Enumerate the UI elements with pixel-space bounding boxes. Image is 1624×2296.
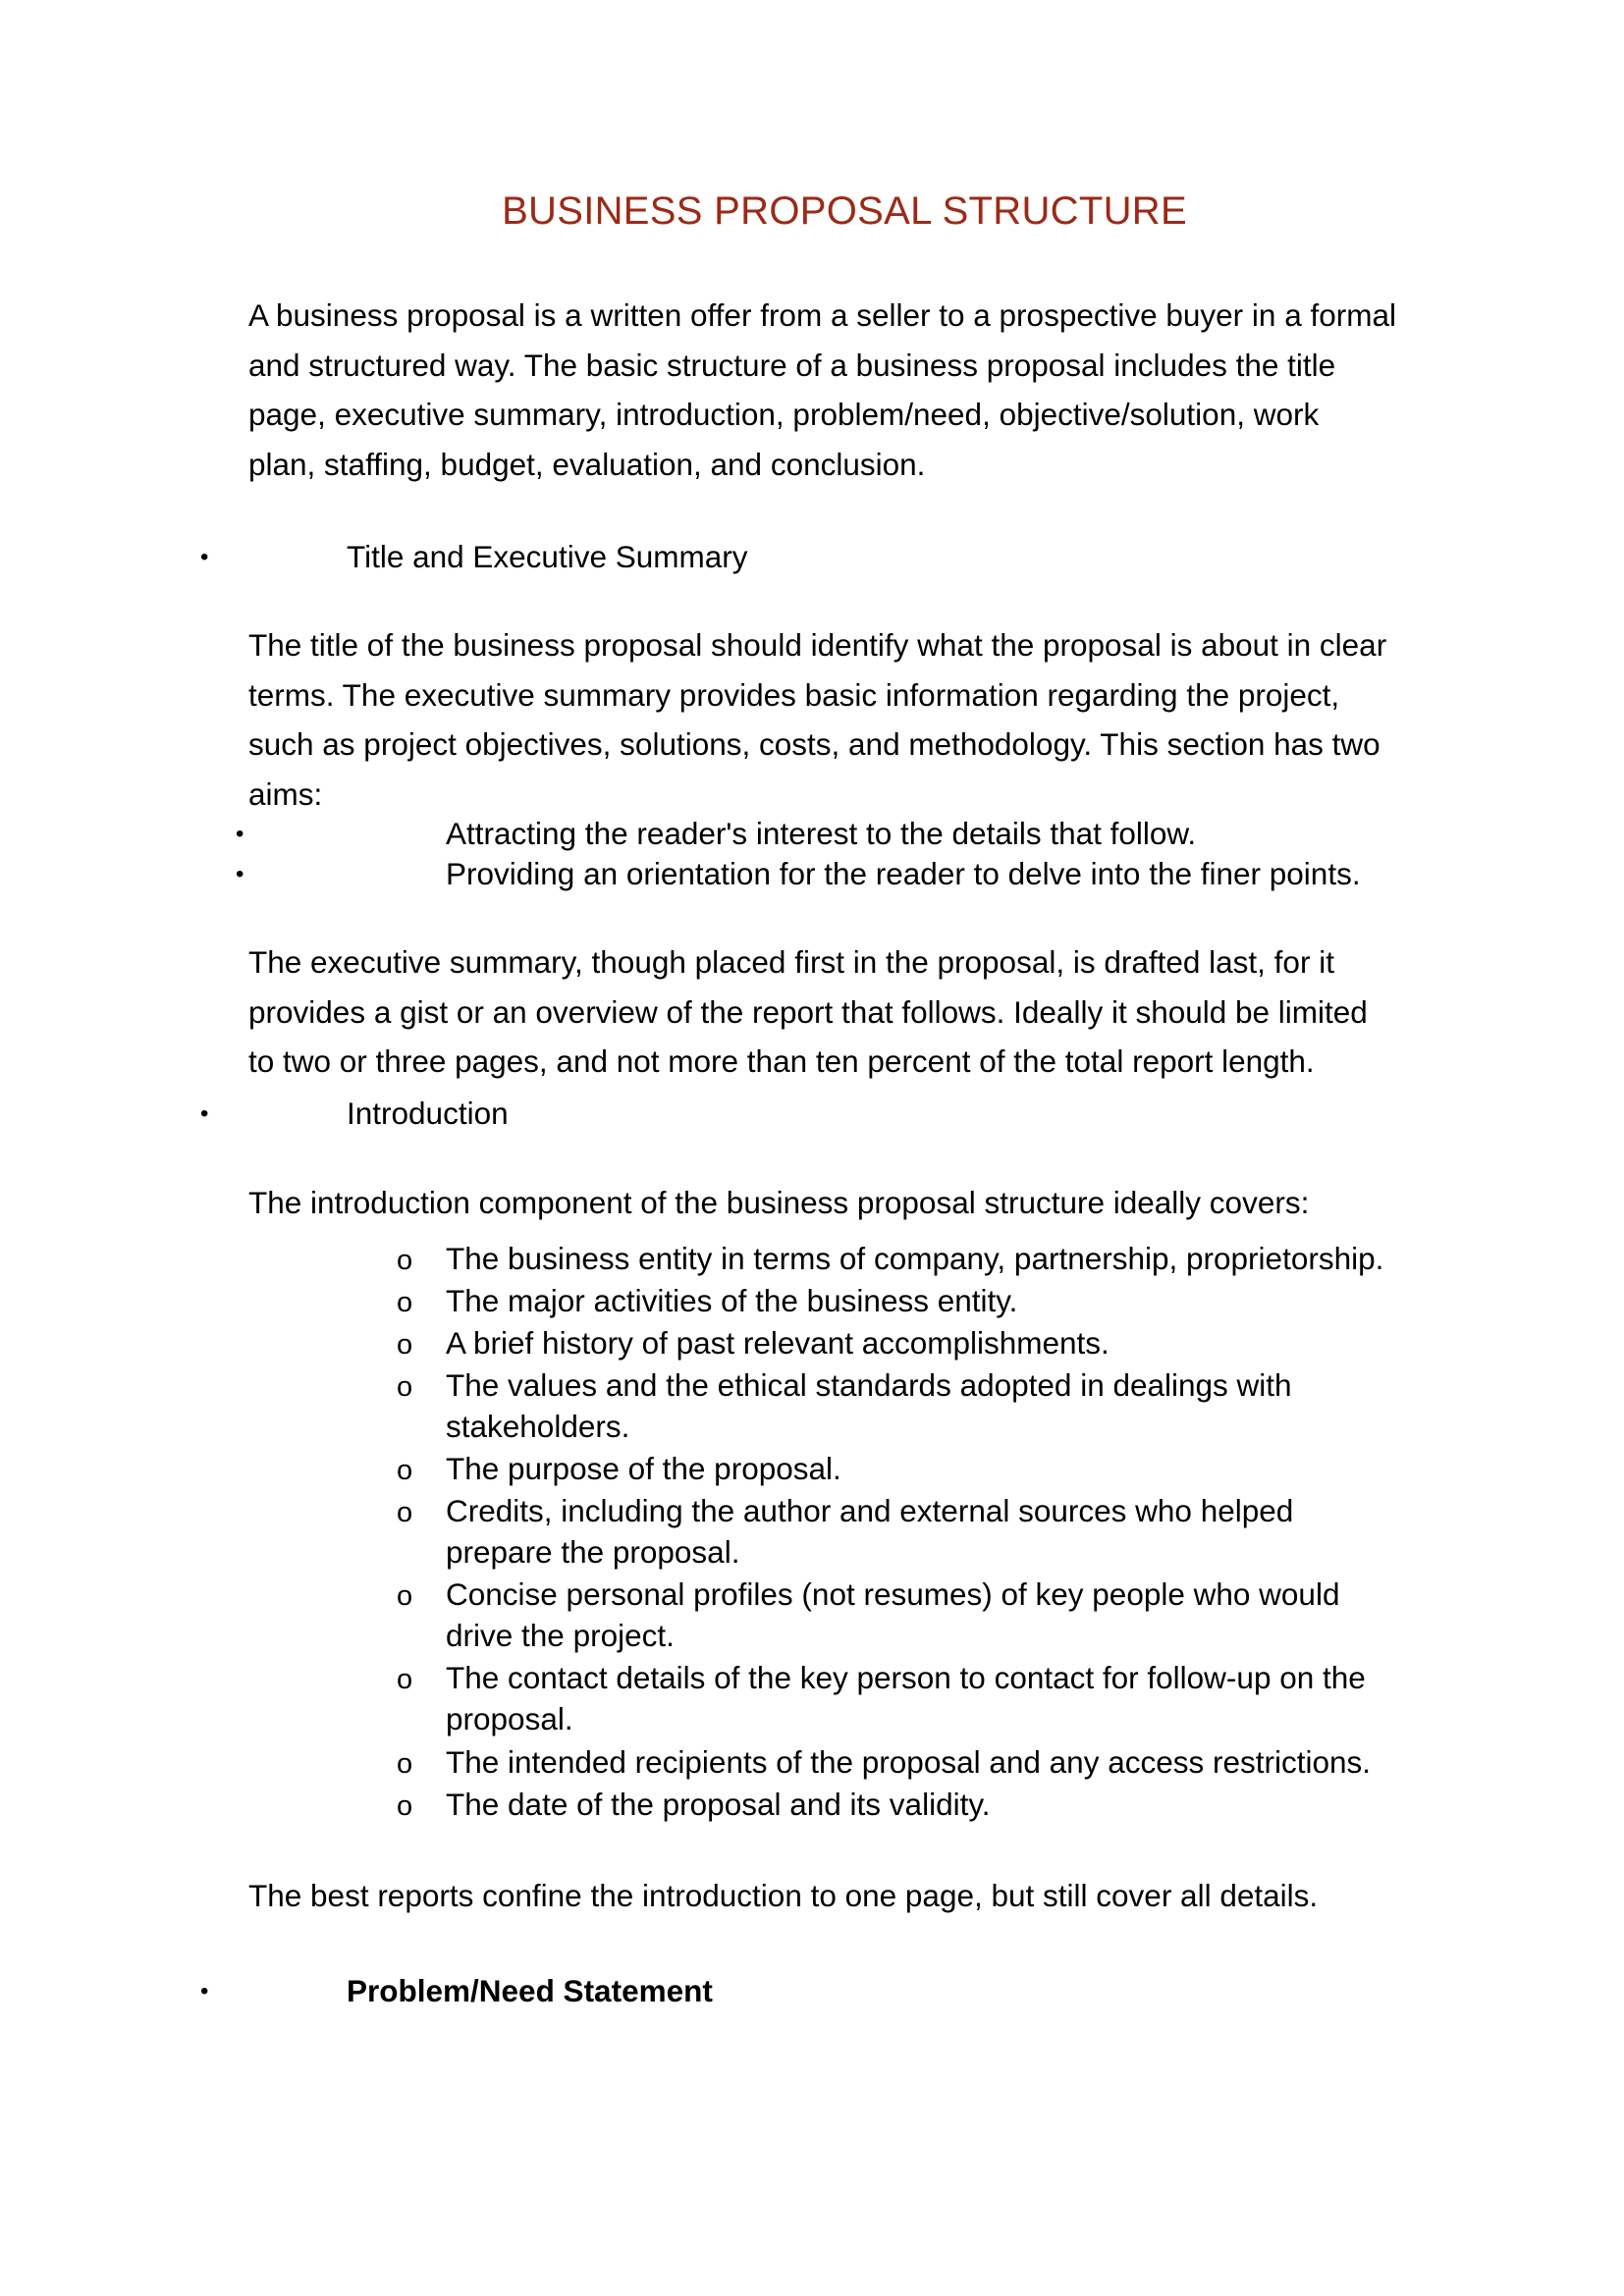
- introduction-paragraph: [248, 1178, 1387, 1228]
- list-item: [446, 1657, 1366, 1739]
- paragraph-line: such as project objectives, solutions, costs, and methodology. This section has two: [248, 726, 1380, 762]
- list-item: [446, 1448, 841, 1489]
- list-item: [446, 1574, 1339, 1656]
- list-item-line: The major activities of the business entity.: [446, 1283, 1018, 1318]
- list-item-line: Credits, including the author and external sources who helped: [446, 1493, 1294, 1528]
- list-marker: o: [397, 1664, 413, 1695]
- list-item: [446, 1784, 991, 1825]
- paragraph-line: page, executive summary, introduction, problem/need, objective/solution, work: [248, 397, 1320, 432]
- list-item: [446, 1280, 1017, 1321]
- list-item-line: drive the project.: [446, 1618, 675, 1653]
- list-marker: o: [397, 1497, 413, 1528]
- executive-summary-closing-paragraph: [248, 937, 1387, 1087]
- list-item-line: The business entity in terms of company, partnership, proprietorship.: [446, 1241, 1384, 1276]
- paragraph-line: The introduction component of the business proposal structure ideally covers:: [248, 1185, 1310, 1220]
- paragraph-line: to two or three pages, and not more than ten percent of the total report length.: [248, 1043, 1315, 1079]
- paragraph-line: provides a gist or an overview of the report that follows. Ideally it should be limited: [248, 993, 1368, 1030]
- section-bullet: •: [200, 1978, 209, 2004]
- paragraph-line: and structured way. The basic structure of a business proposal includes the title: [248, 347, 1336, 383]
- section-bullet: •: [200, 1100, 209, 1127]
- paragraph-line: A business proposal is a written offer from a seller to a prospective buyer in a formal: [248, 297, 1396, 333]
- list-item-line: stakeholders.: [446, 1409, 630, 1444]
- intro-paragraph: [248, 291, 1396, 489]
- list-marker: o: [397, 1748, 413, 1780]
- section-bullet: •: [200, 544, 209, 570]
- list-marker: o: [397, 1455, 413, 1486]
- list-marker: o: [397, 1371, 413, 1403]
- list-item: [446, 1322, 1110, 1363]
- paragraph-line: terms. The executive summary provides basic information regarding the project,: [248, 676, 1340, 713]
- list-item-line: The contact details of the key person to contact for follow-up on the: [446, 1660, 1366, 1695]
- list-item-line: The intended recipients of the proposal and any access restrictions.: [446, 1744, 1372, 1780]
- executive-summary-paragraph: [248, 620, 1387, 819]
- section-heading-introduction: Introduction: [347, 1095, 509, 1131]
- aim-item: Attracting the reader's interest to the details that follow.: [446, 816, 1197, 851]
- list-item: [446, 1238, 1383, 1279]
- paragraph-line: aims:: [248, 775, 323, 812]
- document-title: BUSINESS PROPOSAL STRUCTURE: [502, 189, 1187, 233]
- paragraph-line: The title of the business proposal should identify what the proposal is about in clear: [248, 627, 1387, 663]
- list-marker: o: [397, 1790, 413, 1822]
- section-heading-title-executive-summary: Title and Executive Summary: [347, 539, 748, 574]
- list-marker: o: [397, 1287, 413, 1318]
- list-item-line: prepare the proposal.: [446, 1534, 740, 1570]
- aim-bullet: •: [236, 861, 244, 887]
- introduction-closing-paragraph: [248, 1871, 1387, 1921]
- list-item-line: The date of the proposal and its validity.: [446, 1787, 991, 1822]
- list-item-line: Concise personal profiles (not resumes) of key people who would: [446, 1576, 1340, 1612]
- list-marker: o: [397, 1329, 413, 1361]
- list-item-line: A brief history of past relevant accomplishments.: [446, 1325, 1110, 1361]
- aim-item: Providing an orientation for the reader to delve into the finer points.: [446, 856, 1361, 891]
- list-item-line: The values and the ethical standards adopted in dealings with: [446, 1367, 1292, 1403]
- paragraph-line: The executive summary, though placed first in the proposal, is drafted last, for it: [248, 944, 1334, 980]
- list-item-line: The purpose of the proposal.: [446, 1451, 841, 1486]
- list-marker: o: [397, 1580, 413, 1612]
- paragraph-line: plan, staffing, budget, evaluation, and conclusion.: [248, 446, 926, 482]
- aim-bullet: •: [236, 821, 244, 847]
- list-item: [446, 1741, 1371, 1783]
- list-item: [446, 1490, 1293, 1573]
- list-item-line: proposal.: [446, 1701, 573, 1736]
- list-item: [446, 1364, 1292, 1447]
- section-heading-problem-need-statement: Problem/Need Statement: [347, 1973, 713, 2008]
- paragraph-line: The best reports confine the introduction to one page, but still cover all details.: [248, 1878, 1319, 1913]
- list-marker: o: [397, 1245, 413, 1276]
